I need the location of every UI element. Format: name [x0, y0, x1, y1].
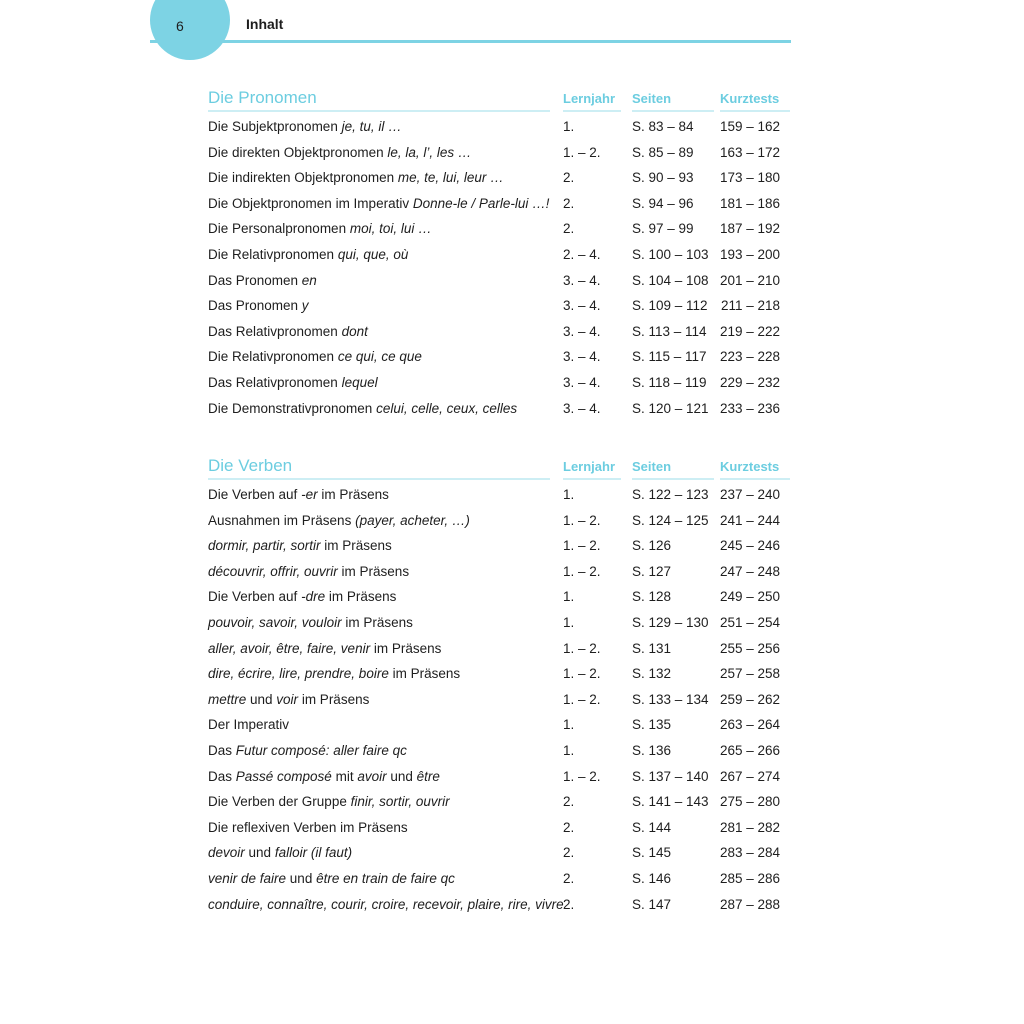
topic-text: devoir — [208, 845, 245, 861]
topic-text: Die Verben der Gruppe — [208, 794, 351, 810]
row-seiten: S. 146 — [632, 870, 672, 886]
table-row — [208, 191, 790, 217]
row-lernjahr: 1. – 2. — [563, 538, 601, 554]
row-lernjahr: 1. – 2. — [563, 563, 601, 579]
topic-text: Die Demonstrativpronomen — [208, 400, 377, 416]
row-seiten: S. 97 – 99 — [632, 221, 694, 237]
table-row — [208, 293, 790, 319]
row-seiten: S. 83 – 84 — [632, 119, 694, 134]
topic-text: Die Relativpronomen — [208, 246, 338, 262]
table-row — [208, 216, 790, 242]
row-kurztests: 255 – 256 — [719, 640, 780, 656]
topic-text: im Präsens — [298, 691, 370, 707]
topic-text: Ausnahmen im Präsens — [208, 512, 356, 528]
row-seiten: S. 135 — [632, 717, 672, 733]
row-seiten: S. 100 – 103 — [632, 246, 709, 262]
table-row — [208, 508, 790, 534]
row-kurztests: 259 – 262 — [719, 691, 780, 707]
section-header — [208, 456, 790, 478]
row-topic — [208, 396, 550, 422]
row-seiten: S. 136 — [632, 742, 672, 758]
table-row — [208, 687, 790, 713]
row-kurztests: 223 – 228 — [719, 349, 780, 365]
row-seiten: S. 115 – 117 — [632, 349, 707, 365]
row-kurztests: 249 – 250 — [719, 589, 780, 605]
row-kurztests: 237 – 240 — [719, 487, 780, 502]
row-seiten: S. 126 — [632, 538, 672, 554]
topic-text: (payer, acheter, …) — [355, 512, 470, 528]
topic-text: Das Pronomen — [208, 298, 302, 314]
page-number: 6 — [176, 18, 184, 34]
row-seiten: S. 133 – 134 — [632, 691, 709, 707]
topic-text: falloir (il faut) — [274, 845, 353, 861]
topic-text: Die Relativpronomen — [208, 349, 338, 365]
table-row — [208, 559, 790, 585]
section-title: Die Verben — [208, 456, 293, 475]
row-seiten: S. 104 – 108 — [632, 272, 709, 288]
row-topic — [208, 661, 550, 687]
topic-text: y — [301, 298, 309, 314]
toc-rows — [208, 114, 790, 421]
table-row — [208, 370, 790, 396]
row-lernjahr: 2. — [563, 170, 575, 186]
topic-text: -er — [301, 487, 318, 502]
row-kurztests: 287 – 288 — [719, 896, 780, 912]
row-kurztests: 265 – 266 — [719, 742, 780, 758]
row-seiten: S. 122 – 123 — [632, 487, 709, 502]
header-underline — [563, 110, 621, 112]
table-row — [208, 764, 790, 790]
row-kurztests: 159 – 162 — [719, 119, 780, 134]
row-kurztests: 233 – 236 — [719, 400, 780, 416]
table-row — [208, 344, 790, 370]
row-seiten: S. 147 — [632, 896, 672, 912]
section-header — [208, 88, 790, 110]
table-row — [208, 533, 790, 559]
column-header-lernjahr: Lernjahr — [563, 459, 616, 474]
row-lernjahr: 1. — [563, 614, 575, 630]
row-kurztests: 241 – 244 — [719, 512, 780, 528]
topic-text: und — [386, 768, 417, 784]
row-kurztests: 251 – 254 — [719, 614, 780, 630]
row-kurztests: 245 – 246 — [719, 538, 780, 554]
header-underline — [720, 110, 790, 112]
row-kurztests: 283 – 284 — [719, 845, 780, 861]
row-kurztests: 263 – 264 — [719, 717, 780, 733]
topic-text: Das Relativpronomen — [208, 374, 342, 390]
row-topic — [208, 840, 550, 866]
row-lernjahr: 1. – 2. — [563, 512, 601, 528]
row-lernjahr: 1. — [563, 742, 575, 758]
row-seiten: S. 109 – 112 — [632, 298, 708, 314]
topic-text: être en train de faire qc — [316, 870, 455, 886]
topic-text: Die direkten Objektpronomen — [208, 144, 388, 160]
topic-text: Das — [208, 742, 236, 758]
header-title: Inhalt — [246, 16, 284, 32]
row-kurztests: 219 – 222 — [719, 323, 780, 339]
row-lernjahr: 3. – 4. — [563, 272, 601, 288]
row-seiten: S. 145 — [632, 845, 672, 861]
row-topic — [208, 559, 550, 585]
topic-text: mettre — [208, 691, 247, 707]
row-lernjahr: 1. – 2. — [563, 666, 601, 682]
row-topic — [208, 370, 550, 396]
row-lernjahr: 2. — [563, 870, 575, 886]
header-underline — [632, 478, 714, 480]
row-topic — [208, 815, 550, 841]
topic-text: finir, sortir, ouvrir — [350, 794, 450, 810]
row-seiten: S. 141 – 143 — [632, 794, 709, 810]
topic-text: und — [244, 845, 275, 861]
topic-text: Die Personalpronomen — [208, 221, 350, 237]
page-number-badge — [150, 0, 230, 60]
topic-text: ce qui, ce que — [337, 349, 422, 365]
row-lernjahr: 1. – 2. — [563, 640, 601, 656]
topic-text: être — [416, 768, 440, 784]
topic-text: im Präsens — [370, 640, 442, 656]
topic-text: dormir, partir, sortir — [208, 538, 321, 554]
row-lernjahr: 1. — [563, 487, 575, 502]
table-row — [208, 636, 790, 662]
row-topic — [208, 344, 550, 370]
topic-text: Das Pronomen — [208, 272, 302, 288]
topic-text: mit — [331, 768, 358, 784]
topic-text: im Präsens — [317, 487, 389, 502]
topic-text: Die Objektpronomen im Imperativ — [208, 195, 413, 211]
row-lernjahr: 2. – 4. — [563, 246, 601, 262]
section-title: Die Pronomen — [208, 88, 317, 107]
topic-text: qui, que, où — [337, 246, 409, 262]
topic-text: im Präsens — [341, 614, 413, 630]
section-pronomen — [208, 88, 790, 421]
section-verben — [208, 456, 790, 917]
row-kurztests: 275 – 280 — [719, 794, 780, 810]
table-row — [208, 892, 790, 918]
topic-text: Das Relativpronomen — [208, 323, 342, 339]
topic-text: Die reflexiven Verben im Präsens — [208, 819, 408, 835]
row-topic — [208, 140, 550, 166]
column-header-seiten: Seiten — [632, 91, 672, 106]
header-underline — [720, 478, 790, 480]
row-kurztests: 193 – 200 — [719, 246, 780, 262]
table-row — [208, 482, 790, 508]
row-topic — [208, 114, 550, 140]
row-lernjahr: 1. – 2. — [563, 691, 601, 707]
table-row — [208, 114, 790, 140]
row-kurztests: 173 – 180 — [719, 170, 780, 186]
table-row — [208, 840, 790, 866]
row-topic — [208, 738, 550, 764]
row-seiten: S. 127 — [632, 563, 672, 579]
table-row — [208, 268, 790, 294]
topic-text: und — [246, 691, 277, 707]
topic-text: découvrir, offrir, ouvrir — [208, 563, 338, 579]
topic-text: Die Verben auf — [208, 487, 302, 502]
topic-text: und — [286, 870, 317, 886]
topic-text: Das — [208, 768, 236, 784]
row-lernjahr: 2. — [563, 221, 575, 237]
row-seiten: S. 85 – 89 — [632, 144, 694, 160]
row-lernjahr: 2. — [563, 794, 575, 810]
row-topic — [208, 165, 550, 191]
table-row — [208, 584, 790, 610]
topic-text: celui, celle, ceux, celles — [376, 400, 518, 416]
table-row — [208, 610, 790, 636]
row-topic — [208, 293, 550, 319]
topic-text: je, tu, il … — [341, 119, 402, 134]
row-seiten: S. 137 – 140 — [632, 768, 709, 784]
topic-text: -dre — [301, 589, 326, 605]
row-lernjahr: 3. – 4. — [563, 374, 601, 390]
header-underline — [208, 110, 550, 112]
row-topic — [208, 866, 550, 892]
table-row — [208, 242, 790, 268]
row-lernjahr: 2. — [563, 845, 575, 861]
column-header-kurztests: Kurztests — [720, 459, 780, 474]
topic-text: Die indirekten Objektpronomen — [208, 170, 398, 186]
topic-text: im Präsens — [388, 666, 461, 682]
topic-text: pouvoir, savoir, vouloir — [208, 614, 342, 630]
row-lernjahr: 2. — [563, 819, 575, 835]
row-lernjahr: 2. — [563, 195, 575, 211]
table-row — [208, 319, 790, 345]
row-kurztests: 187 – 192 — [719, 221, 780, 237]
topic-text: conduire, connaître, courir, croire, recevoir, plaire, rire, vivre — [208, 896, 564, 912]
topic-text: me, te, lui, leur … — [397, 170, 504, 186]
row-seiten: S. 132 — [632, 666, 672, 682]
table-row — [208, 140, 790, 166]
row-seiten: S. 113 – 114 — [632, 323, 707, 339]
row-topic — [208, 216, 550, 242]
topic-text: Donne-le / Parle-lui …! — [412, 195, 550, 211]
topic-text: en — [301, 272, 317, 288]
row-lernjahr: 3. – 4. — [563, 323, 601, 339]
row-lernjahr: 1. – 2. — [563, 144, 601, 160]
row-lernjahr: 1. – 2. — [563, 768, 601, 784]
row-seiten: S. 94 – 96 — [632, 195, 694, 211]
topic-text: le, la, l’, les … — [387, 144, 472, 160]
table-row — [208, 866, 790, 892]
row-topic — [208, 636, 550, 662]
topic-text: moi, toi, lui … — [349, 221, 432, 237]
row-kurztests: 285 – 286 — [719, 870, 780, 886]
header-underline — [632, 110, 714, 112]
table-row — [208, 396, 790, 422]
row-topic — [208, 610, 550, 636]
row-topic — [208, 712, 550, 738]
topic-text: dont — [341, 323, 368, 339]
table-row — [208, 789, 790, 815]
row-topic — [208, 242, 550, 268]
row-topic — [208, 687, 550, 713]
row-lernjahr: 1. — [563, 119, 575, 134]
topic-text: voir — [276, 691, 299, 707]
row-kurztests: 229 – 232 — [719, 374, 780, 390]
row-topic — [208, 508, 550, 534]
row-kurztests: 247 – 248 — [719, 563, 780, 579]
topic-text: Die Verben auf — [208, 589, 302, 605]
row-topic — [208, 482, 550, 508]
row-kurztests: 163 – 172 — [719, 144, 780, 160]
table-row — [208, 165, 790, 191]
topic-text: dire, écrire, lire, prendre, boire — [208, 666, 389, 682]
row-lernjahr: 3. – 4. — [563, 349, 601, 365]
topic-text: Der Imperativ — [208, 717, 290, 733]
column-header-seiten: Seiten — [632, 459, 672, 474]
header-rule — [150, 40, 791, 43]
row-seiten: S. 131 — [632, 640, 672, 656]
header-underline — [563, 478, 621, 480]
row-topic — [208, 789, 550, 815]
row-seiten: S. 128 — [632, 589, 672, 605]
table-row — [208, 661, 790, 687]
row-topic — [208, 584, 550, 610]
topic-text: avoir — [357, 768, 387, 784]
topic-text: im Präsens — [325, 589, 397, 605]
column-header-kurztests: Kurztests — [720, 91, 780, 106]
topic-text: Passé composé — [235, 768, 332, 784]
column-header-lernjahr: Lernjahr — [563, 91, 616, 106]
header-underline — [208, 478, 550, 480]
row-topic — [208, 191, 550, 217]
toc-rows — [208, 482, 790, 917]
topic-text: venir de faire — [208, 870, 287, 886]
row-seiten: S. 118 – 119 — [632, 374, 707, 390]
row-seiten: S. 129 – 130 — [632, 614, 709, 630]
row-kurztests: 181 – 186 — [719, 195, 780, 211]
row-seiten: S. 90 – 93 — [632, 170, 694, 186]
row-kurztests: 281 – 282 — [719, 819, 780, 835]
table-row — [208, 738, 790, 764]
row-lernjahr: 3. – 4. — [563, 400, 601, 416]
row-topic — [208, 764, 550, 790]
row-lernjahr: 1. — [563, 589, 575, 605]
row-seiten: S. 120 – 121 — [632, 400, 709, 416]
table-row — [208, 815, 790, 841]
table-row — [208, 712, 790, 738]
topic-text: Die Subjektpronomen — [208, 119, 342, 134]
topic-text: im Präsens — [337, 563, 410, 579]
row-seiten: S. 124 – 125 — [632, 512, 709, 528]
topic-text: aller, avoir, être, faire, venir — [208, 640, 371, 656]
row-lernjahr: 2. — [563, 896, 575, 912]
topic-text: im Präsens — [320, 538, 392, 554]
row-topic — [208, 268, 550, 294]
row-topic — [208, 892, 564, 918]
row-kurztests: 211 – 218 — [720, 298, 780, 314]
row-seiten: S. 144 — [632, 819, 672, 835]
topic-text: lequel — [341, 374, 378, 390]
row-topic — [208, 533, 550, 559]
row-kurztests: 257 – 258 — [719, 666, 780, 682]
row-kurztests: 201 – 210 — [719, 272, 780, 288]
row-lernjahr: 3. – 4. — [563, 298, 601, 314]
row-lernjahr: 1. — [563, 717, 575, 733]
row-kurztests: 267 – 274 — [719, 768, 780, 784]
row-topic — [208, 319, 550, 345]
topic-text: Futur composé: aller faire qc — [235, 742, 407, 758]
